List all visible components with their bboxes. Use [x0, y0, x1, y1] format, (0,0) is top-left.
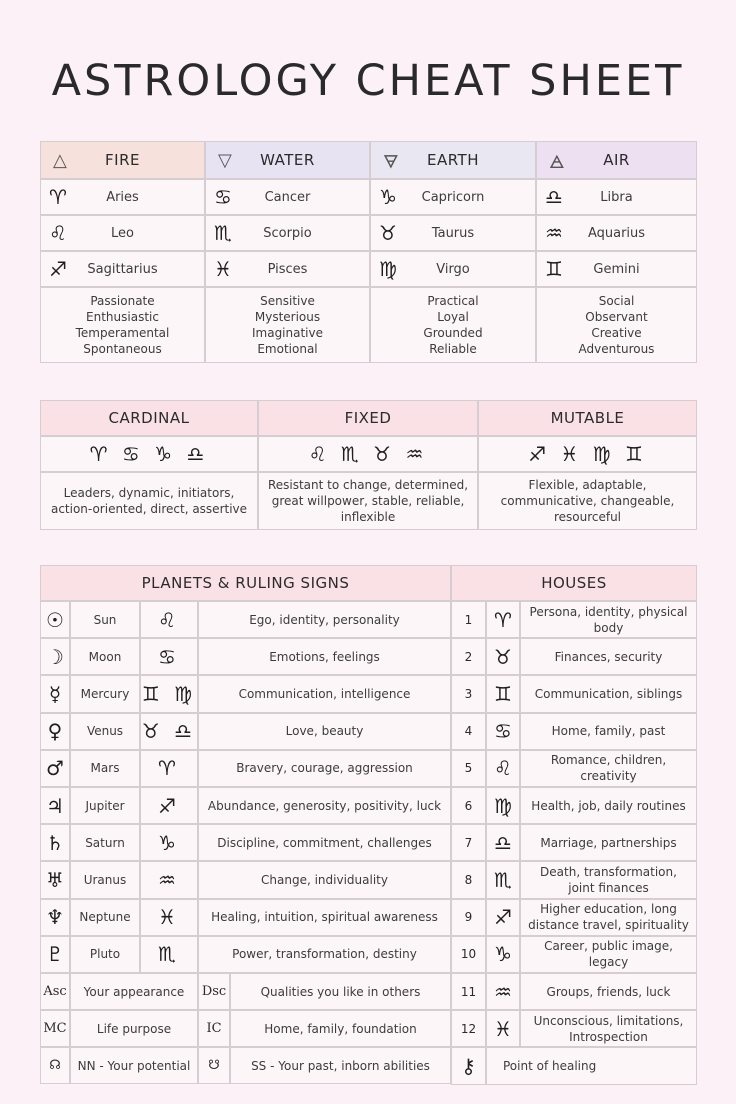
chiron-desc: Point of healing	[503, 1059, 597, 1074]
point-abbr	[40, 1047, 70, 1084]
trait: Passionate	[90, 294, 155, 308]
planet-description	[198, 787, 451, 824]
house-num: 9	[464, 910, 473, 925]
sign-name: Aquarius	[587, 225, 646, 241]
point-desc: Your appearance	[83, 984, 185, 999]
modality-signs-icons: ♌ ♏ ♉ ♒	[308, 442, 428, 466]
house-num: 6	[464, 798, 473, 813]
trait: Creative	[591, 326, 642, 340]
element-header-earth	[370, 141, 536, 179]
house-description	[520, 713, 697, 750]
trait: Temperamental	[75, 326, 170, 340]
planet-glyph	[40, 899, 70, 936]
house-description	[520, 936, 697, 973]
element-name: WATER	[260, 151, 315, 169]
trait: Mysterious	[254, 310, 321, 324]
house-desc: Death, transformation, joint finances	[540, 864, 677, 895]
house-sign-icon: ♑	[494, 942, 512, 967]
page-title: ASTROLOGY CHEAT SHEET	[51, 56, 685, 106]
house-num: 3	[464, 686, 473, 701]
planet-description	[198, 936, 451, 973]
planet-desc: Change, individuality	[261, 872, 388, 887]
element-traits	[370, 287, 536, 363]
planet-name: Mercury	[80, 686, 130, 701]
planet-desc: Power, transformation, destiny	[232, 947, 417, 962]
house-sign	[486, 899, 520, 936]
sign-cell	[536, 215, 697, 251]
trait: Adventurous	[578, 342, 655, 356]
house-sign	[486, 675, 520, 712]
ruling-signs	[140, 638, 198, 675]
house-sign-icon: ♐	[494, 905, 512, 930]
house-sign	[486, 1010, 520, 1047]
house-sign-icon: ♊	[494, 681, 512, 706]
house-sign-icon: ♋	[494, 719, 512, 744]
zodiac-gemini-icon: ♊	[545, 257, 563, 281]
zodiac-pisces-icon: ♓	[214, 257, 232, 281]
planet-name-cell	[70, 824, 140, 861]
modality-desc: Flexible, adaptable, communicative, changeable, resourceful	[500, 478, 675, 524]
modality-name: CARDINAL	[108, 409, 190, 427]
house-description	[520, 787, 697, 824]
planet-mercury-icon: ☿	[48, 681, 62, 706]
zodiac-capricorn-icon: ♑	[379, 185, 397, 209]
planet-venus-icon: ♀	[47, 719, 63, 744]
planet-name: Jupiter	[85, 798, 125, 813]
planet-glyph	[40, 675, 70, 712]
house-number	[451, 936, 486, 973]
house-desc: Unconscious, limitations, Introspection	[533, 1013, 684, 1044]
sign-name: Sagittarius	[87, 261, 158, 277]
planet-name-cell	[70, 638, 140, 675]
house-sign-icon: ♓	[494, 1016, 512, 1041]
ruling-signs	[140, 787, 198, 824]
ruling-sign-icons: ♏	[158, 942, 180, 967]
house-number	[451, 750, 486, 787]
sign-cell	[40, 179, 205, 215]
planet-mars-icon: ♂	[46, 756, 64, 781]
zodiac-libra-icon: ♎	[545, 185, 563, 209]
planet-name: Neptune	[79, 910, 131, 925]
house-num: 10	[460, 947, 477, 962]
house-num: 4	[464, 724, 473, 739]
zodiac-aquarius-icon: ♒	[545, 221, 563, 245]
house-desc: Home, family, past	[551, 724, 666, 739]
element-traits	[40, 287, 205, 363]
point-abbr-label: IC	[206, 1021, 222, 1036]
modality-description	[258, 472, 478, 530]
house-description	[520, 638, 697, 675]
planet-desc: Emotions, feelings	[269, 649, 380, 664]
house-description	[520, 601, 697, 638]
point-abbr	[198, 1047, 230, 1084]
planet-description	[198, 861, 451, 898]
planet-glyph	[40, 824, 70, 861]
ruling-signs	[140, 899, 198, 936]
house-num: 7	[464, 835, 473, 850]
element-traits	[536, 287, 697, 363]
point-abbr-label: MC	[43, 1021, 67, 1036]
zodiac-leo-icon: ♌	[49, 221, 67, 245]
trait: Spontaneous	[83, 342, 162, 356]
planet-desc: Abundance, generosity, positivity, luck	[207, 798, 442, 813]
point-description	[70, 1010, 198, 1047]
sign-cell	[536, 179, 697, 215]
planet-name-cell	[70, 713, 140, 750]
houses-header	[451, 565, 697, 601]
house-desc: Communication, siblings	[534, 686, 683, 701]
trait: Imaginative	[251, 326, 323, 340]
planets-header	[40, 565, 451, 601]
point-desc: Home, family, foundation	[264, 1021, 417, 1036]
planet-uranus-icon: ♅	[46, 867, 64, 892]
modality-name: FIXED	[344, 409, 392, 427]
sign-name: Leo	[111, 225, 134, 241]
sign-cell	[205, 215, 370, 251]
chiron-glyph	[451, 1047, 486, 1085]
point-abbr-label: Dsc	[201, 984, 227, 999]
air-triangle-icon: 🜁	[549, 151, 566, 173]
ruling-sign-icons: ♌	[158, 607, 180, 632]
ruling-sign-icons: ♒	[158, 867, 180, 892]
planet-sun-icon: ☉	[46, 607, 64, 632]
sign-name: Gemini	[593, 261, 640, 277]
water-triangle-icon: ▽	[218, 149, 233, 171]
house-sign-icon: ♏	[494, 867, 512, 892]
house-desc: Finances, security	[554, 649, 663, 664]
sign-cell	[536, 251, 697, 287]
house-description	[520, 824, 697, 861]
house-sign	[486, 861, 520, 898]
planet-name: Pluto	[89, 947, 121, 962]
planet-name-cell	[70, 787, 140, 824]
planet-glyph	[40, 638, 70, 675]
zodiac-sagittarius-icon: ♐	[49, 257, 67, 281]
house-number	[451, 638, 486, 675]
modality-signs	[478, 436, 697, 472]
element-header-fire	[40, 141, 205, 179]
ruling-sign-icons: ♋	[158, 644, 180, 669]
trait: Emotional	[257, 342, 318, 356]
modality-header-cardinal	[40, 400, 258, 436]
point-description	[230, 973, 451, 1010]
house-sign-icon: ♒	[494, 979, 512, 1004]
planet-description	[198, 899, 451, 936]
house-number	[451, 824, 486, 861]
house-description	[520, 675, 697, 712]
planet-name: Mars	[90, 761, 120, 776]
chiron-icon: ⚷	[461, 1054, 476, 1079]
sign-name: Pisces	[267, 261, 308, 277]
sign-name: Capricorn	[421, 189, 485, 205]
fire-triangle-icon: △	[53, 149, 68, 171]
house-num: 1	[464, 612, 473, 627]
trait: Observant	[585, 310, 648, 324]
planet-name-cell	[70, 861, 140, 898]
trait: Social	[598, 294, 635, 308]
house-number	[451, 861, 486, 898]
modality-header-fixed	[258, 400, 478, 436]
trait: Reliable	[429, 342, 477, 356]
house-description	[520, 899, 697, 936]
house-sign	[486, 824, 520, 861]
planet-description	[198, 638, 451, 675]
planet-description	[198, 750, 451, 787]
element-name: AIR	[603, 151, 630, 169]
sign-cell	[370, 251, 536, 287]
point-abbr	[40, 973, 70, 1010]
planet-name: Venus	[86, 724, 124, 739]
ruling-signs	[140, 601, 198, 638]
trait: Enthusiastic	[86, 310, 159, 324]
planet-pluto-icon: ♇	[46, 942, 64, 967]
point-abbr-label: ☋	[208, 1058, 220, 1073]
zodiac-aries-icon: ♈	[49, 185, 67, 209]
planet-name: Saturn	[85, 835, 125, 850]
sign-cell	[205, 179, 370, 215]
house-sign	[486, 713, 520, 750]
planet-glyph	[40, 713, 70, 750]
planet-name: Sun	[93, 612, 117, 627]
house-sign	[486, 936, 520, 973]
house-desc: Persona, identity, physical body	[529, 604, 688, 635]
modality-desc: Leaders, dynamic, initiators, action-oriented, direct, assertive	[50, 486, 248, 516]
point-description	[230, 1047, 451, 1084]
planet-jupiter-icon: ♃	[46, 793, 64, 818]
sign-cell	[205, 251, 370, 287]
point-desc: Life purpose	[96, 1021, 172, 1036]
house-number	[451, 675, 486, 712]
planet-description	[198, 713, 451, 750]
ruling-sign-icons: ♊ ♍	[141, 681, 197, 706]
sign-name: Libra	[600, 189, 633, 205]
house-desc: Health, job, daily routines	[531, 798, 686, 813]
house-sign-icon: ♌	[494, 756, 512, 781]
modality-signs	[258, 436, 478, 472]
house-sign-icon: ♈	[494, 607, 512, 632]
house-sign-icon: ♉	[494, 644, 512, 669]
house-num: 2	[464, 649, 473, 664]
point-abbr-label: Asc	[43, 984, 67, 999]
ruling-sign-icons: ♈	[158, 756, 180, 781]
house-sign	[486, 601, 520, 638]
chiron-description	[486, 1047, 697, 1085]
planet-name-cell	[70, 936, 140, 973]
house-num: 12	[460, 1021, 477, 1036]
planet-description	[198, 675, 451, 712]
ruling-signs	[140, 713, 198, 750]
point-abbr	[198, 973, 230, 1010]
ruling-signs	[140, 675, 198, 712]
point-desc: NN - Your potential	[77, 1058, 191, 1073]
planet-saturn-icon: ♄	[46, 830, 64, 855]
planet-glyph	[40, 750, 70, 787]
planet-name: Moon	[88, 649, 122, 664]
planet-desc: Communication, intelligence	[238, 686, 411, 701]
point-description	[230, 1010, 451, 1047]
earth-triangle-icon: 🜃	[383, 151, 400, 173]
house-number	[451, 713, 486, 750]
zodiac-cancer-icon: ♋	[214, 185, 232, 209]
zodiac-scorpio-icon: ♏	[214, 221, 232, 245]
planet-name-cell	[70, 601, 140, 638]
sign-name: Taurus	[431, 225, 475, 241]
point-abbr-label: ☊	[49, 1058, 61, 1073]
planet-glyph	[40, 936, 70, 973]
point-description	[70, 1047, 198, 1084]
ruling-sign-icons: ♑	[158, 830, 180, 855]
point-desc: Qualities you like in others	[260, 984, 421, 999]
planet-glyph	[40, 601, 70, 638]
house-number	[451, 973, 486, 1010]
planet-name-cell	[70, 899, 140, 936]
planet-moon-icon: ☽	[46, 644, 64, 669]
modality-description	[40, 472, 258, 530]
sign-name: Virgo	[436, 261, 470, 277]
house-desc: Career, public image, legacy	[544, 939, 673, 970]
sign-cell	[40, 215, 205, 251]
planet-description	[198, 601, 451, 638]
house-desc: Marriage, partnerships	[540, 835, 677, 850]
trait: Grounded	[423, 326, 483, 340]
modality-name: MUTABLE	[550, 409, 625, 427]
planets-title: PLANETS & RULING SIGNS	[141, 574, 350, 592]
zodiac-taurus-icon: ♉	[379, 221, 397, 245]
planet-desc: Ego, identity, personality	[249, 612, 400, 627]
sign-name: Scorpio	[263, 225, 312, 241]
planet-name-cell	[70, 675, 140, 712]
element-traits	[205, 287, 370, 363]
house-description	[520, 861, 697, 898]
ruling-signs	[140, 750, 198, 787]
ruling-signs	[140, 861, 198, 898]
element-name: FIRE	[105, 151, 140, 169]
ruling-sign-icons: ♓	[158, 905, 180, 930]
zodiac-virgo-icon: ♍	[379, 257, 397, 281]
planet-glyph	[40, 787, 70, 824]
planet-name: Uranus	[83, 872, 127, 887]
modality-signs	[40, 436, 258, 472]
house-sign	[486, 638, 520, 675]
house-desc: Groups, friends, luck	[546, 984, 671, 999]
house-num: 11	[460, 984, 477, 999]
ruling-signs	[140, 936, 198, 973]
house-number	[451, 1010, 486, 1047]
planet-glyph	[40, 861, 70, 898]
house-number	[451, 601, 486, 638]
planet-desc: Love, beauty	[285, 724, 364, 739]
house-number	[451, 899, 486, 936]
house-sign	[486, 787, 520, 824]
house-number	[451, 787, 486, 824]
houses-title: HOUSES	[541, 574, 607, 592]
sign-cell	[40, 251, 205, 287]
modality-description	[478, 472, 697, 530]
house-num: 8	[464, 872, 473, 887]
sign-cell	[370, 215, 536, 251]
planet-desc: Healing, intuition, spiritual awareness	[211, 910, 438, 925]
point-desc: SS - Your past, inborn abilities	[251, 1058, 430, 1073]
planet-desc: Discipline, commitment, challenges	[217, 835, 432, 850]
house-sign-icon: ♍	[494, 793, 512, 818]
planet-desc: Bravery, courage, aggression	[236, 761, 413, 776]
point-abbr	[198, 1010, 230, 1047]
planet-neptune-icon: ♆	[46, 905, 64, 930]
house-description	[520, 1010, 697, 1047]
house-num: 5	[464, 761, 473, 776]
trait: Loyal	[437, 310, 469, 324]
planet-name-cell	[70, 750, 140, 787]
house-desc: Romance, children, creativity	[550, 753, 667, 784]
house-description	[520, 750, 697, 787]
house-sign	[486, 750, 520, 787]
sign-cell	[370, 179, 536, 215]
modality-desc: Resistant to change, determined, great willpower, stable, reliable, inflexible	[267, 478, 469, 524]
ruling-sign-icons: ♐	[158, 793, 180, 818]
house-sign	[486, 973, 520, 1010]
element-header-air	[536, 141, 697, 179]
point-description	[70, 973, 198, 1010]
point-abbr	[40, 1010, 70, 1047]
sign-name: Aries	[106, 189, 139, 205]
modality-header-mutable	[478, 400, 697, 436]
house-desc: Higher education, long distance travel, spirituality	[528, 902, 689, 933]
trait: Sensitive	[260, 294, 315, 308]
house-description	[520, 973, 697, 1010]
ruling-sign-icons: ♉ ♎	[141, 719, 197, 744]
modality-signs-icons: ♈ ♋ ♑ ♎	[89, 442, 209, 466]
trait: Practical	[427, 294, 479, 308]
planet-description	[198, 824, 451, 861]
ruling-signs	[140, 824, 198, 861]
modality-signs-icons: ♐ ♓ ♍ ♊	[528, 442, 647, 466]
element-header-water	[205, 141, 370, 179]
sign-name: Cancer	[264, 189, 311, 205]
element-name: EARTH	[426, 151, 479, 169]
house-sign-icon: ♎	[494, 830, 512, 855]
